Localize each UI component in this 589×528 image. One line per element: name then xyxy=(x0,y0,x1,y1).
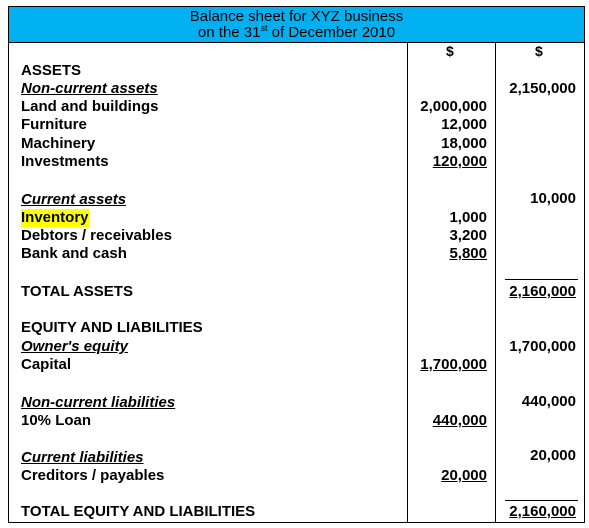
list-item-value: 2,000,000 xyxy=(420,98,487,115)
list-item-value: 20,000 xyxy=(441,467,487,484)
list-item: Bank and cash xyxy=(21,245,127,262)
list-item: Creditors / payables xyxy=(21,467,165,484)
owners-equity-total: 1,700,000 xyxy=(509,338,576,355)
non-current-liabilities-label: Non-current liabilities xyxy=(21,394,176,411)
list-item-value: 5,800 xyxy=(449,245,487,262)
non-current-liabilities-total: 440,000 xyxy=(521,393,576,410)
total-equity-liabilities-value: 2,160,000 xyxy=(509,503,576,520)
list-item-value: 1,000 xyxy=(449,209,487,226)
list-item-value: 12,000 xyxy=(441,116,487,133)
total-equity-liabilities-rule xyxy=(505,500,578,501)
current-assets-total: 10,000 xyxy=(530,190,576,207)
col-header-2: $ xyxy=(535,43,543,59)
list-item: 10% Loan xyxy=(21,412,92,429)
total-assets-rule xyxy=(505,279,578,280)
column-divider-2 xyxy=(495,43,496,523)
total-assets-label: TOTAL ASSETS xyxy=(21,283,133,300)
non-current-assets-total: 2,150,000 xyxy=(509,80,576,97)
current-assets-label: Current assets xyxy=(21,191,127,208)
list-item: Debtors / receivables xyxy=(21,227,172,244)
total-assets-value: 2,160,000 xyxy=(509,283,576,300)
title-line-1: Balance sheet for XYZ business xyxy=(189,8,404,25)
total-equity-liabilities-label: TOTAL EQUITY AND LIABILITIES xyxy=(21,503,256,520)
list-item-value: 120,000 xyxy=(432,153,487,170)
list-item-value: 440,000 xyxy=(432,412,487,429)
title-line-2: on the 31st of December 2010 xyxy=(197,23,396,41)
assets-heading: ASSETS xyxy=(21,62,82,79)
col-header-1: $ xyxy=(446,43,454,59)
equity-liabilities-heading: EQUITY AND LIABILITIES xyxy=(21,319,203,336)
current-liabilities-total: 20,000 xyxy=(530,447,576,464)
list-item: Investments xyxy=(21,153,109,170)
list-item: Land and buildings xyxy=(21,98,159,115)
list-item-value: 1,700,000 xyxy=(420,356,487,373)
list-item: Capital xyxy=(21,356,72,373)
column-divider-1 xyxy=(407,43,408,523)
owners-equity-label: Owner's equity xyxy=(21,338,128,355)
list-item: Inventory xyxy=(21,209,89,226)
non-current-assets-label: Non-current assets xyxy=(21,80,158,97)
list-item-value: 18,000 xyxy=(441,135,487,152)
list-item-value: 3,200 xyxy=(449,227,487,244)
current-liabilities-label: Current liabilities xyxy=(21,449,144,466)
list-item: Furniture xyxy=(21,116,87,133)
list-item: Machinery xyxy=(21,135,96,152)
